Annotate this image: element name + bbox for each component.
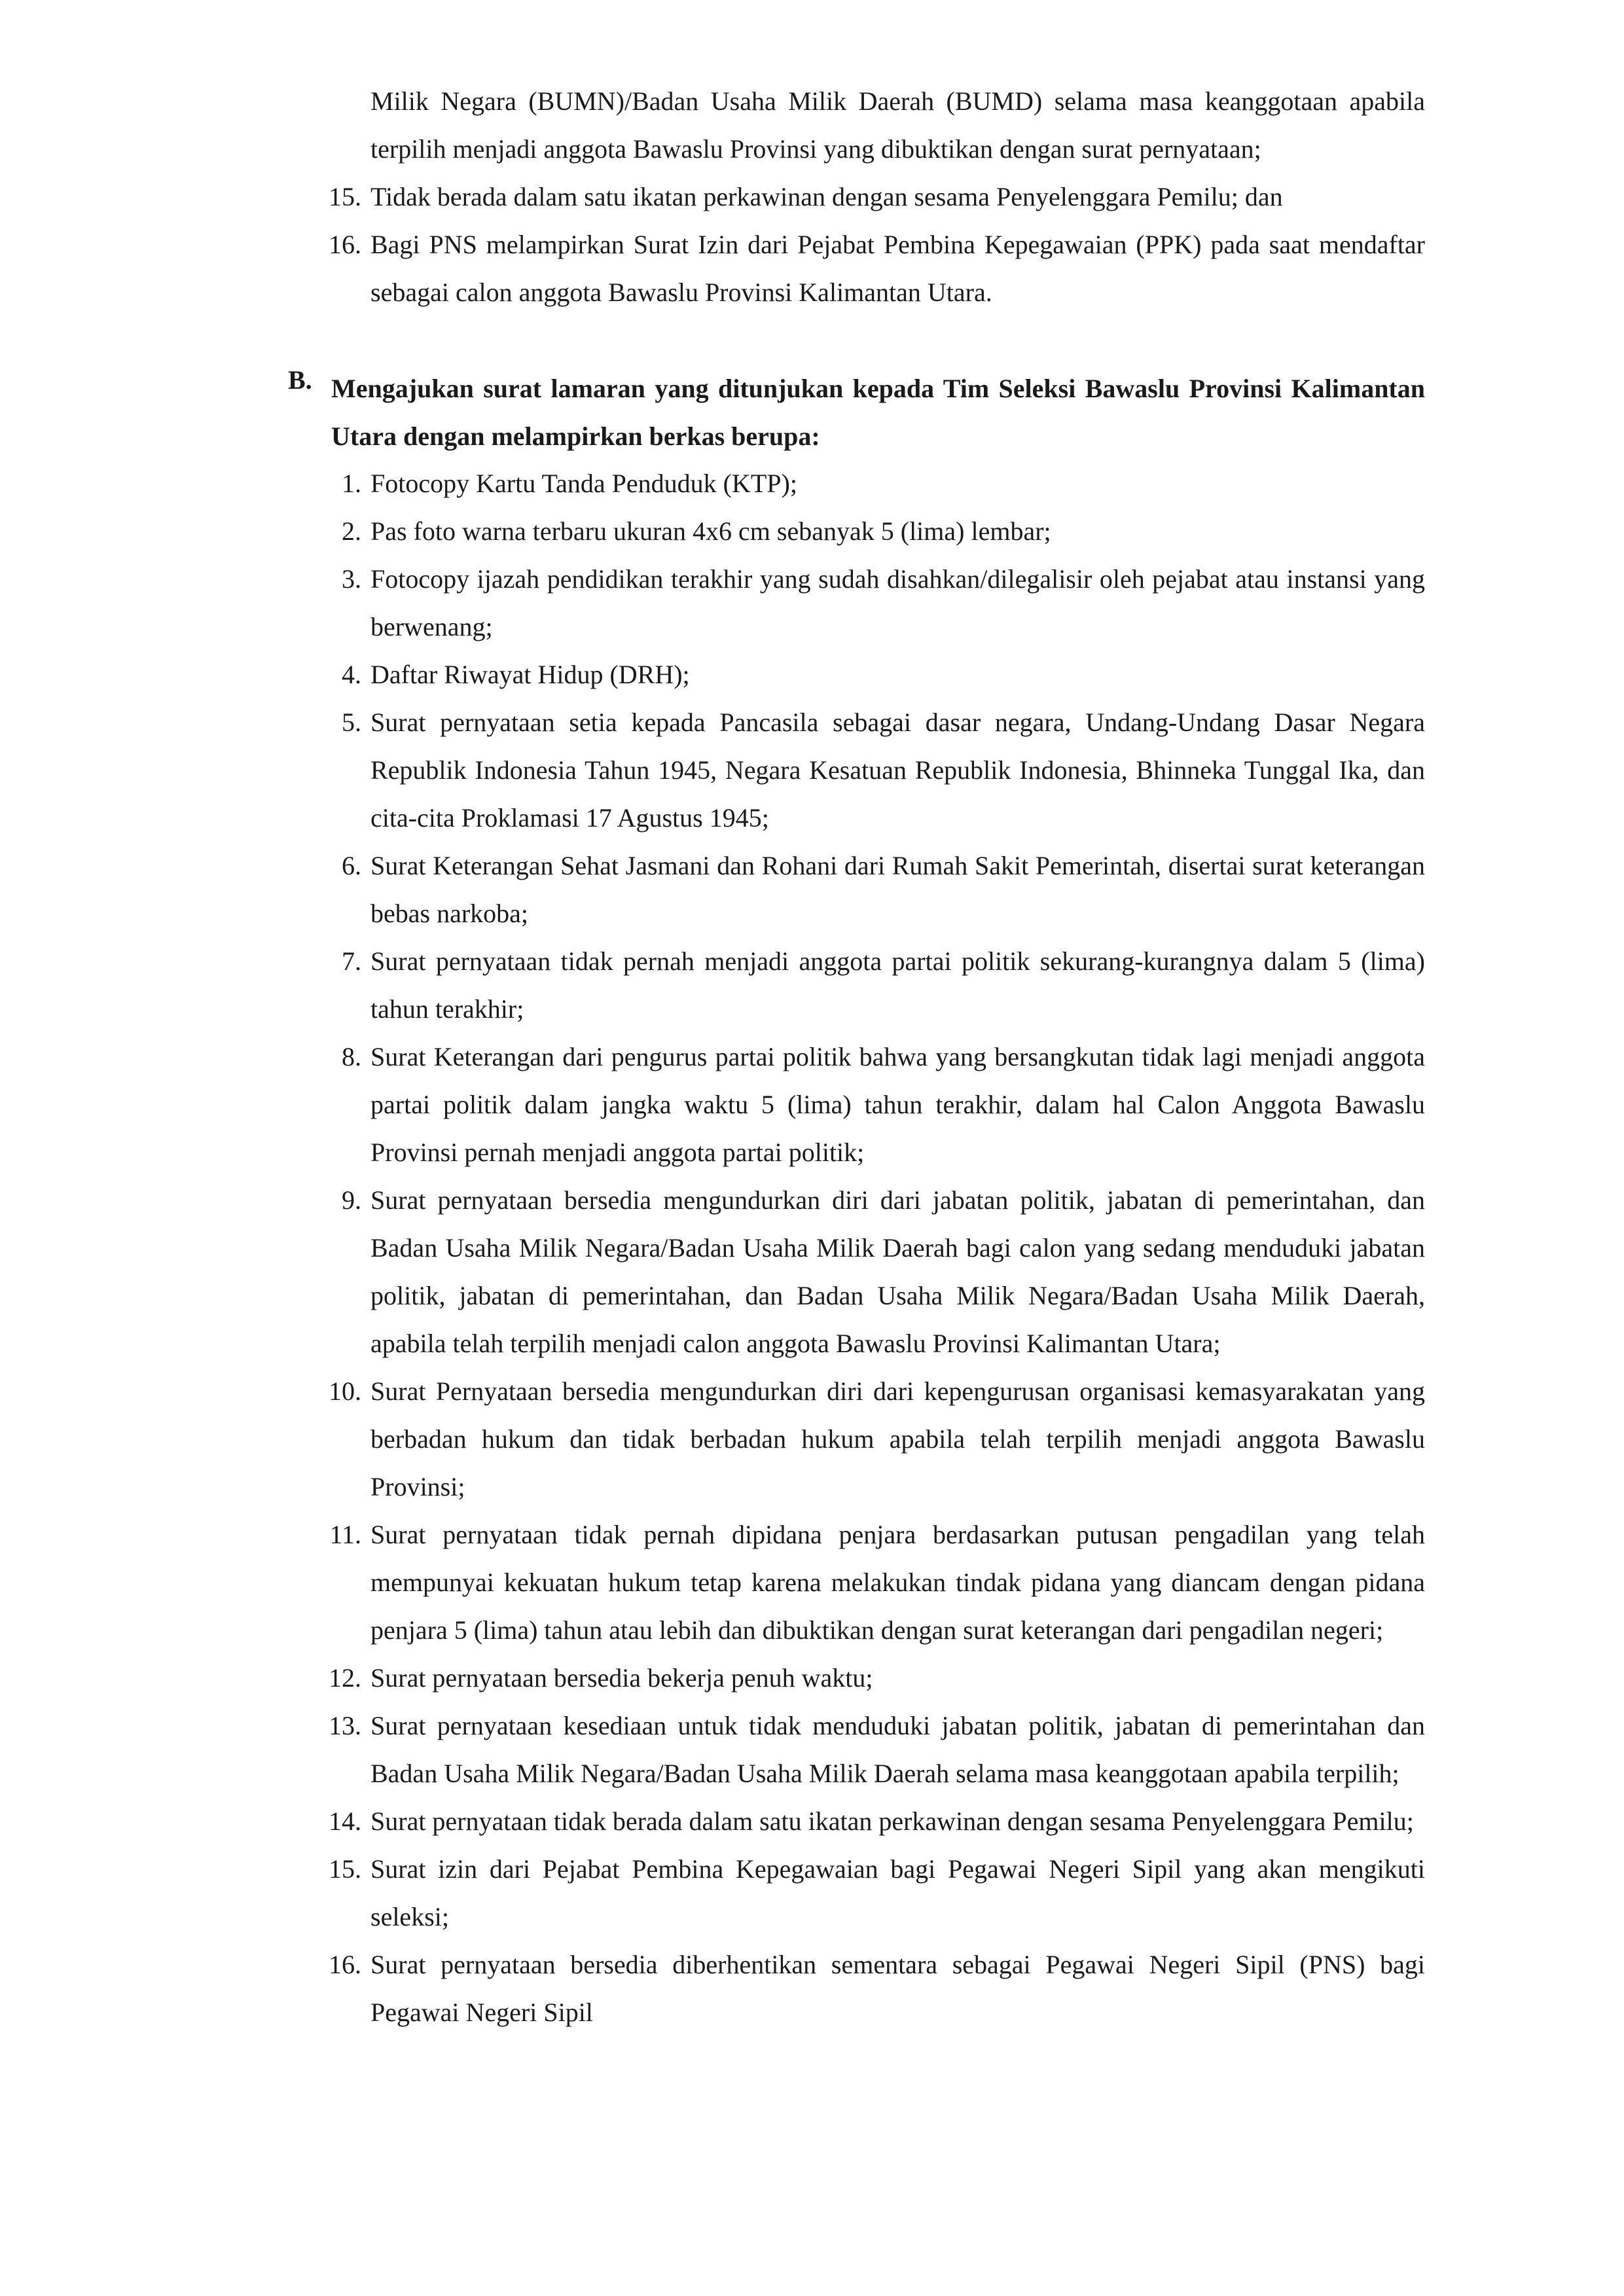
item-number: 7. xyxy=(342,946,361,976)
item-text: Daftar Riwayat Hidup (DRH); xyxy=(370,660,690,689)
list-item xyxy=(321,1033,1425,1176)
item-text: Pas foto warna terbaru ukuran 4x6 cm sebanyak 5 (lima) lembar; xyxy=(370,516,1051,546)
section-letter: B. xyxy=(288,365,312,395)
item-text: Surat pernyataan tidak berada dalam satu ikatan perkawinan dengan sesama Penyelenggara Pemilu; xyxy=(370,1806,1414,1836)
item-number: 6. xyxy=(342,851,361,880)
item-text: Surat pernyataan tidak pernah menjadi anggota partai politik sekurang-kurangnya dalam 5 (lima) tahun terakhir; xyxy=(370,946,1425,1024)
item-text: Surat pernyataan kesediaan untuk tidak menduduki jabatan politik, jabatan di pemerintahan dan Badan Usaha Milik Negara/Badan Usaha Milik Daerah selama masa keanggotaan apabila terpilih; xyxy=(370,1711,1425,1788)
item-number: 14. xyxy=(329,1806,361,1836)
item-number: 11. xyxy=(329,1520,361,1549)
section-heading: Mengajukan surat lamaran yang ditunjukan kepada Tim Seleksi Bawaslu Provinsi Kalimantan Utara dengan melampirkan berkas berupa: xyxy=(331,374,1425,451)
list-item xyxy=(321,1845,1425,1941)
item-number: 13. xyxy=(329,1711,361,1740)
section-b xyxy=(288,365,1425,460)
item-number: 16. xyxy=(329,1950,361,1979)
item-text: Surat pernyataan tidak pernah dipidana penjara berdasarkan putusan pengadilan yang telah mempunyai kekuatan hukum tetap karena melakukan tindak pidana yang diancam dengan pidana penjara 5 (lima) tahun atau lebih dan dibuktikan dengan surat keterangan dari pengadilan negeri; xyxy=(370,1520,1425,1645)
list-item xyxy=(321,937,1425,1033)
item-number: 1. xyxy=(342,469,361,498)
list-item xyxy=(321,1367,1425,1511)
continued-requirements-list xyxy=(321,77,1425,316)
item-text: Surat Pernyataan bersedia mengundurkan diri dari kepengurusan organisasi kemasyarakatan yang berbadan hukum dan tidak berbadan hukum apabila telah terpilih menjadi anggota Bawaslu Provinsi; xyxy=(370,1376,1425,1501)
item-number: 9. xyxy=(342,1185,361,1215)
list-item xyxy=(321,221,1425,316)
list-item xyxy=(321,1797,1425,1845)
list-item-continuation xyxy=(321,77,1425,173)
item-text: Fotocopy Kartu Tanda Penduduk (KTP); xyxy=(370,469,797,498)
attachment-list xyxy=(321,459,1425,2036)
item-text: Surat pernyataan bersedia diberhentikan sementara sebagai Pegawai Negeri Sipil (PNS) bagi Pegawai Negeri Sipil xyxy=(370,1950,1425,2027)
item-text: Tidak berada dalam satu ikatan perkawinan dengan sesama Penyelenggara Pemilu; dan xyxy=(370,182,1283,211)
list-item xyxy=(321,507,1425,555)
item-text: Surat pernyataan bersedia bekerja penuh waktu; xyxy=(370,1663,873,1693)
item-number: 10. xyxy=(329,1376,361,1406)
item-text: Bagi PNS melampirkan Surat Izin dari Pejabat Pembina Kepegawaian (PPK) pada saat mendaftar sebagai calon anggota Bawaslu Provinsi Kalimantan Utara. xyxy=(370,230,1425,307)
item-number: 4. xyxy=(342,660,361,689)
item-text: Surat Keterangan Sehat Jasmani dan Rohani dari Rumah Sakit Pemerintah, disertai surat keterangan bebas narkoba; xyxy=(370,851,1425,928)
list-item xyxy=(321,555,1425,651)
item-number: 3. xyxy=(342,564,361,594)
list-item xyxy=(321,1702,1425,1797)
list-item xyxy=(321,173,1425,221)
list-item xyxy=(321,459,1425,507)
item-number: 2. xyxy=(342,516,361,546)
item-text: Surat izin dari Pejabat Pembina Kepegawaian bagi Pegawai Negeri Sipil yang akan mengikuti seleksi; xyxy=(370,1854,1425,1931)
list-item xyxy=(321,1654,1425,1702)
item-number: 15. xyxy=(329,182,361,211)
item-text: Surat pernyataan setia kepada Pancasila sebagai dasar negara, Undang-Undang Dasar Negara Republik Indonesia Tahun 1945, Negara Kesatuan Republik Indonesia, Bhinneka Tunggal Ika, dan cita-cita Proklamasi 17 Agustus 1945; xyxy=(370,708,1425,833)
continuation-text: Milik Negara (BUMN)/Badan Usaha Milik Daerah (BUMD) selama masa keanggotaan apabila terpilih menjadi anggota Bawaslu Provinsi yang dibuktikan dengan surat pernyataan; xyxy=(370,86,1425,164)
item-number: 5. xyxy=(342,708,361,737)
list-item xyxy=(321,842,1425,937)
list-item xyxy=(321,698,1425,842)
item-text: Fotocopy ijazah pendidikan terakhir yang sudah disahkan/dilegalisir oleh pejabat atau instansi yang berwenang; xyxy=(370,564,1425,641)
list-item xyxy=(321,651,1425,698)
item-number: 8. xyxy=(342,1042,361,1071)
item-text: Surat Keterangan dari pengurus partai politik bahwa yang bersangkutan tidak lagi menjadi anggota partai politik dalam jangka waktu 5 (lima) tahun terakhir, dalam hal Calon Anggota Bawaslu Provinsi pernah menjadi anggota partai politik; xyxy=(370,1042,1425,1167)
item-number: 16. xyxy=(329,230,361,259)
list-item xyxy=(321,1176,1425,1367)
list-item xyxy=(321,1511,1425,1654)
item-number: 12. xyxy=(329,1663,361,1693)
list-item xyxy=(321,1941,1425,2036)
item-text: Surat pernyataan bersedia mengundurkan diri dari jabatan politik, jabatan di pemerintahan, dan Badan Usaha Milik Negara/Badan Usaha Milik Daerah bagi calon yang sedang menduduki jabatan politik, jabatan di pemerintahan, dan Badan Usaha Milik Negara/Badan Usaha Milik Daerah, apabila telah terpilih menjadi calon anggota Bawaslu Provinsi Kalimantan Utara; xyxy=(370,1185,1425,1358)
item-number: 15. xyxy=(329,1854,361,1884)
